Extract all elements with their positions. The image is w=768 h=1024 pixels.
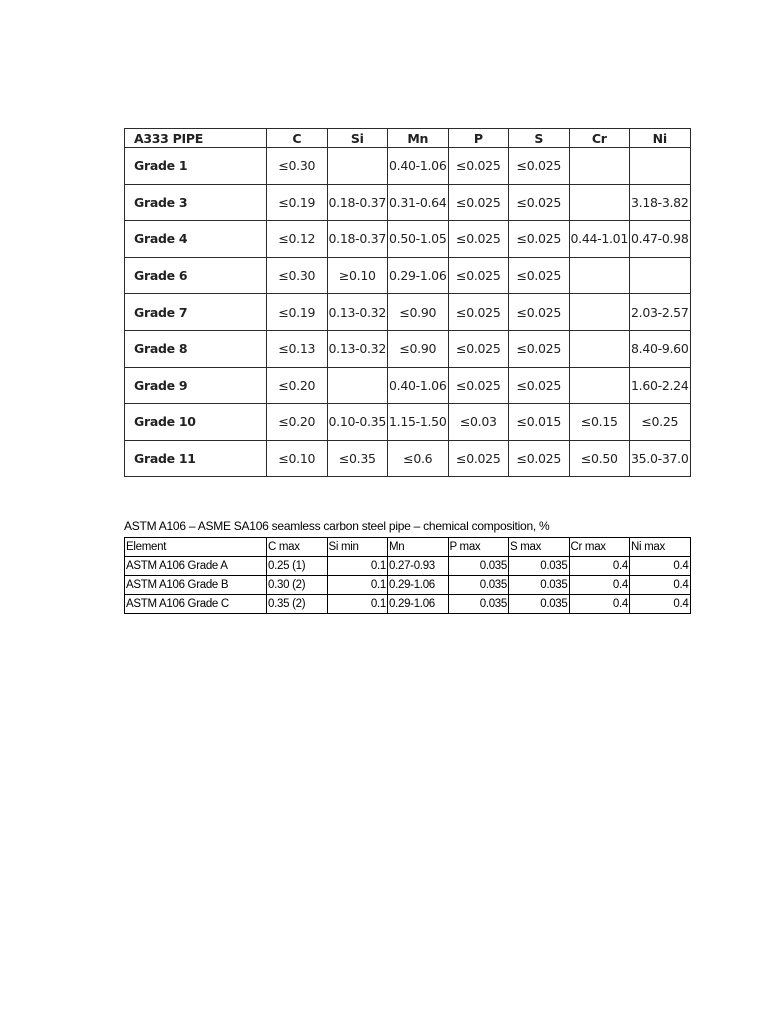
table-cell: 0.4 (569, 595, 630, 614)
table-cell (569, 148, 630, 185)
table-cell: 0.035 (509, 576, 570, 595)
column-header: Si min (327, 538, 388, 557)
table-cell: ≤0.025 (448, 294, 509, 331)
table-cell: ≤0.25 (630, 404, 691, 441)
table-cell (569, 367, 630, 404)
table-cell: 0.4 (630, 595, 691, 614)
table-row (125, 440, 691, 477)
table-cell: ≤0.025 (509, 148, 570, 185)
table-cell: 35.0-37.0 (630, 440, 691, 477)
table-cell: 0.35 (2) (267, 595, 328, 614)
table-cell (569, 184, 630, 221)
table-cell: 8.40-9.60 (630, 330, 691, 367)
table-cell: 0.44-1.01 (569, 221, 630, 258)
grade-cell: Grade 6 (125, 257, 267, 294)
table-cell: 0.035 (509, 595, 570, 614)
table-cell: 0.035 (448, 557, 509, 576)
grade-cell: ASTM A106 Grade B (125, 576, 267, 595)
table-cell: ≤0.03 (448, 404, 509, 441)
column-header: Element (125, 538, 267, 557)
a106-table-caption: ASTM A106 – ASME SA106 seamless carbon steel pipe – chemical composition, % (124, 519, 550, 533)
table-cell: ≤0.10 (267, 440, 328, 477)
column-header: C max (267, 538, 328, 557)
table-cell: ≤0.025 (448, 148, 509, 185)
table-row (125, 595, 691, 614)
table-row (125, 404, 691, 441)
grade-cell: Grade 1 (125, 148, 267, 185)
grade-cell: ASTM A106 Grade A (125, 557, 267, 576)
table-cell: 0.1 (327, 595, 388, 614)
table-cell: 0.035 (448, 576, 509, 595)
table-cell (569, 330, 630, 367)
a106-composition-table (124, 537, 691, 614)
table-cell: 0.47-0.98 (630, 221, 691, 258)
column-header: Ni max (630, 538, 691, 557)
column-header: Mn (388, 538, 449, 557)
column-header: Si (327, 129, 388, 148)
table-cell: 0.13-0.32 (327, 294, 388, 331)
table-cell (630, 148, 691, 185)
column-header: A333 PIPE (125, 129, 267, 148)
table-cell: 0.1 (327, 576, 388, 595)
table-cell: ≥0.10 (327, 257, 388, 294)
grade-cell: Grade 3 (125, 184, 267, 221)
table-row (125, 221, 691, 258)
table-cell: ≤0.13 (267, 330, 328, 367)
grade-cell: Grade 9 (125, 367, 267, 404)
table-cell: ≤0.025 (448, 330, 509, 367)
column-header: P max (448, 538, 509, 557)
table-cell: 0.10-0.35 (327, 404, 388, 441)
column-header: C (267, 129, 328, 148)
table-cell: 0.50-1.05 (388, 221, 449, 258)
table-cell: 2.03-2.57 (630, 294, 691, 331)
table-cell: 0.25 (1) (267, 557, 328, 576)
table-cell: 0.40-1.06 (388, 367, 449, 404)
table-row (125, 330, 691, 367)
table-header-row (125, 129, 691, 148)
table-cell: 0.4 (569, 576, 630, 595)
table-cell: ≤0.20 (267, 367, 328, 404)
table-cell: 1.60-2.24 (630, 367, 691, 404)
table-row (125, 257, 691, 294)
grade-cell: Grade 8 (125, 330, 267, 367)
table-cell (569, 294, 630, 331)
table-cell: ≤0.025 (448, 221, 509, 258)
column-header: Cr max (569, 538, 630, 557)
table-cell: ≤0.90 (388, 330, 449, 367)
table-cell (630, 257, 691, 294)
column-header: S (509, 129, 570, 148)
table-cell: ≤0.90 (388, 294, 449, 331)
column-header: S max (509, 538, 570, 557)
column-header: Cr (569, 129, 630, 148)
table-cell: ≤0.025 (509, 184, 570, 221)
table-cell: 0.4 (630, 557, 691, 576)
table-cell: 0.29-1.06 (388, 595, 449, 614)
table-cell (327, 148, 388, 185)
table-cell: ≤0.50 (569, 440, 630, 477)
table-cell: ≤0.025 (509, 440, 570, 477)
table-cell: ≤0.12 (267, 221, 328, 258)
table-cell: 0.29-1.06 (388, 257, 449, 294)
table-cell: ≤0.30 (267, 148, 328, 185)
table-cell: 0.27-0.93 (388, 557, 449, 576)
table-cell: 0.29-1.06 (388, 576, 449, 595)
table-cell: ≤0.025 (509, 367, 570, 404)
table-cell: ≤0.025 (448, 367, 509, 404)
table-cell: 0.18-0.37 (327, 184, 388, 221)
table-cell: 0.4 (569, 557, 630, 576)
table-cell: ≤0.15 (569, 404, 630, 441)
grade-cell: Grade 7 (125, 294, 267, 331)
table-row (125, 148, 691, 185)
table-cell: 0.30 (2) (267, 576, 328, 595)
table-cell: 0.1 (327, 557, 388, 576)
table-row (125, 576, 691, 595)
table-cell: ≤0.015 (509, 404, 570, 441)
column-header: P (448, 129, 509, 148)
column-header: Mn (388, 129, 449, 148)
table-cell: ≤0.6 (388, 440, 449, 477)
table-row (125, 184, 691, 221)
table-cell: 0.18-0.37 (327, 221, 388, 258)
grade-cell: ASTM A106 Grade C (125, 595, 267, 614)
table-cell: 0.035 (509, 557, 570, 576)
table-row (125, 557, 691, 576)
table-cell (327, 367, 388, 404)
table-cell: ≤0.35 (327, 440, 388, 477)
a333-composition-table (124, 128, 691, 477)
table-row (125, 294, 691, 331)
table-cell: 0.035 (448, 595, 509, 614)
table-cell: 0.31-0.64 (388, 184, 449, 221)
table-cell (569, 257, 630, 294)
table-cell: ≤0.025 (448, 440, 509, 477)
grade-cell: Grade 11 (125, 440, 267, 477)
table-cell: 0.13-0.32 (327, 330, 388, 367)
table-cell: 1.15-1.50 (388, 404, 449, 441)
table-header-row (125, 538, 691, 557)
table-cell: ≤0.30 (267, 257, 328, 294)
table-row (125, 367, 691, 404)
table-cell: ≤0.19 (267, 294, 328, 331)
grade-cell: Grade 10 (125, 404, 267, 441)
table-cell: 0.4 (630, 576, 691, 595)
table-cell: ≤0.025 (448, 184, 509, 221)
table-cell: ≤0.025 (509, 330, 570, 367)
table-cell: 3.18-3.82 (630, 184, 691, 221)
table-cell: ≤0.025 (509, 257, 570, 294)
table-cell: ≤0.025 (509, 294, 570, 331)
table-cell: ≤0.19 (267, 184, 328, 221)
table-cell: ≤0.025 (509, 221, 570, 258)
table-cell: ≤0.20 (267, 404, 328, 441)
grade-cell: Grade 4 (125, 221, 267, 258)
column-header: Ni (630, 129, 691, 148)
table-cell: ≤0.025 (448, 257, 509, 294)
table-cell: 0.40-1.06 (388, 148, 449, 185)
